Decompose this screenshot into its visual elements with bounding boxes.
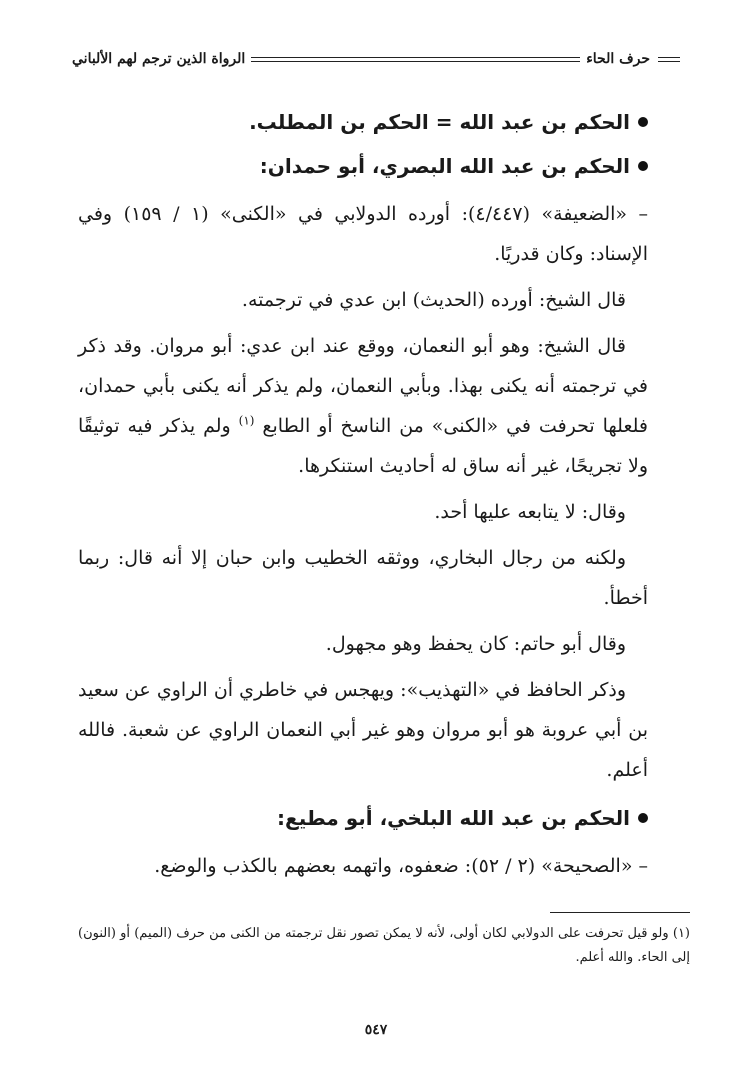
- bullet-icon: [638, 117, 648, 127]
- page-number: ٥٤٧: [364, 1022, 388, 1038]
- entry-heading-3: [78, 796, 648, 840]
- bullet-icon: [638, 161, 648, 171]
- running-header: [72, 44, 680, 74]
- entry-heading-2: [78, 144, 648, 188]
- bullet-icon: [638, 813, 648, 823]
- entry-heading-1: [78, 100, 648, 144]
- entry-heading-text: الحكم بن عبد الله البلخي، أبو مطيع:: [277, 806, 630, 830]
- paragraph-text: قال الشيخ: وهو أبو النعمان، ووقع عند ابن عدي: أبو مروان. وقد ذكر في ترجمته أنه يكنى بهذا. وبأبي النعمان، ولم يذكر أنه يكنى بأبي حمدان، فلعلها تحرفت في «الكنى» من الناسخ أو الطابع: [78, 335, 648, 437]
- footnote-divider: [550, 912, 690, 913]
- header-section: الرواة الذين ترجم لهم الألباني: [72, 51, 246, 67]
- paragraph-text: ولم يذكر فيه توثيقًا ولا تجريحًا، غير أنه ساق له أحاديث استنكرها.: [78, 415, 648, 477]
- paragraph: قال الشيخ: أورده (الحديث) ابن عدي في ترجمته.: [241, 289, 626, 311]
- header-rule-long: [251, 57, 580, 62]
- main-text: [78, 100, 648, 886]
- paragraph: – «الصحيحة» (٢ / ٥٢): ضعفوه، واتهمه بعضهم بالكذب والوضع.: [154, 855, 648, 877]
- footnote-reference[interactable]: (١): [238, 413, 255, 428]
- paragraph: وقال أبو حاتم: كان يحفظ وهو مجهول.: [325, 633, 626, 655]
- paragraph: وذكر الحافظ في «التهذيب»: ويهجس في خاطري أن الراوي عن سعيد بن أبي عروبة هو أبو مروان وهو غير أبي النعمان الراوي عن شعبة. فالله أعلم.: [78, 679, 648, 781]
- paragraph: ولكنه من رجال البخاري، ووثقه الخطيب وابن حبان إلا أنه قال: ربما أخطأ.: [78, 547, 648, 609]
- paragraph: وقال: لا يتابعه عليها أحد.: [434, 501, 626, 523]
- paragraph: – «الضعيفة» (٤/٤٤٧): أورده الدولابي في «الكنى» (١ / ١٥٩) وفي الإسناد: وكان قدريًا.: [78, 203, 648, 265]
- entry-heading-text: الحكم بن عبد الله = الحكم بن المطلب.: [249, 110, 630, 134]
- header-chapter: حرف الحاء: [586, 51, 650, 67]
- header-rule-short: [658, 57, 680, 62]
- paragraph: [78, 326, 648, 486]
- entry-heading-text: الحكم بن عبد الله البصري، أبو حمدان:: [259, 154, 630, 178]
- footnote: (١) ولو قيل تحرفت على الدولابي لكان أولى، لأنه لا يمكن تصور نقل ترجمته من الكنى من حرف (الميم) أو (النون) إلى الحاء. والله أعلم.: [78, 926, 690, 965]
